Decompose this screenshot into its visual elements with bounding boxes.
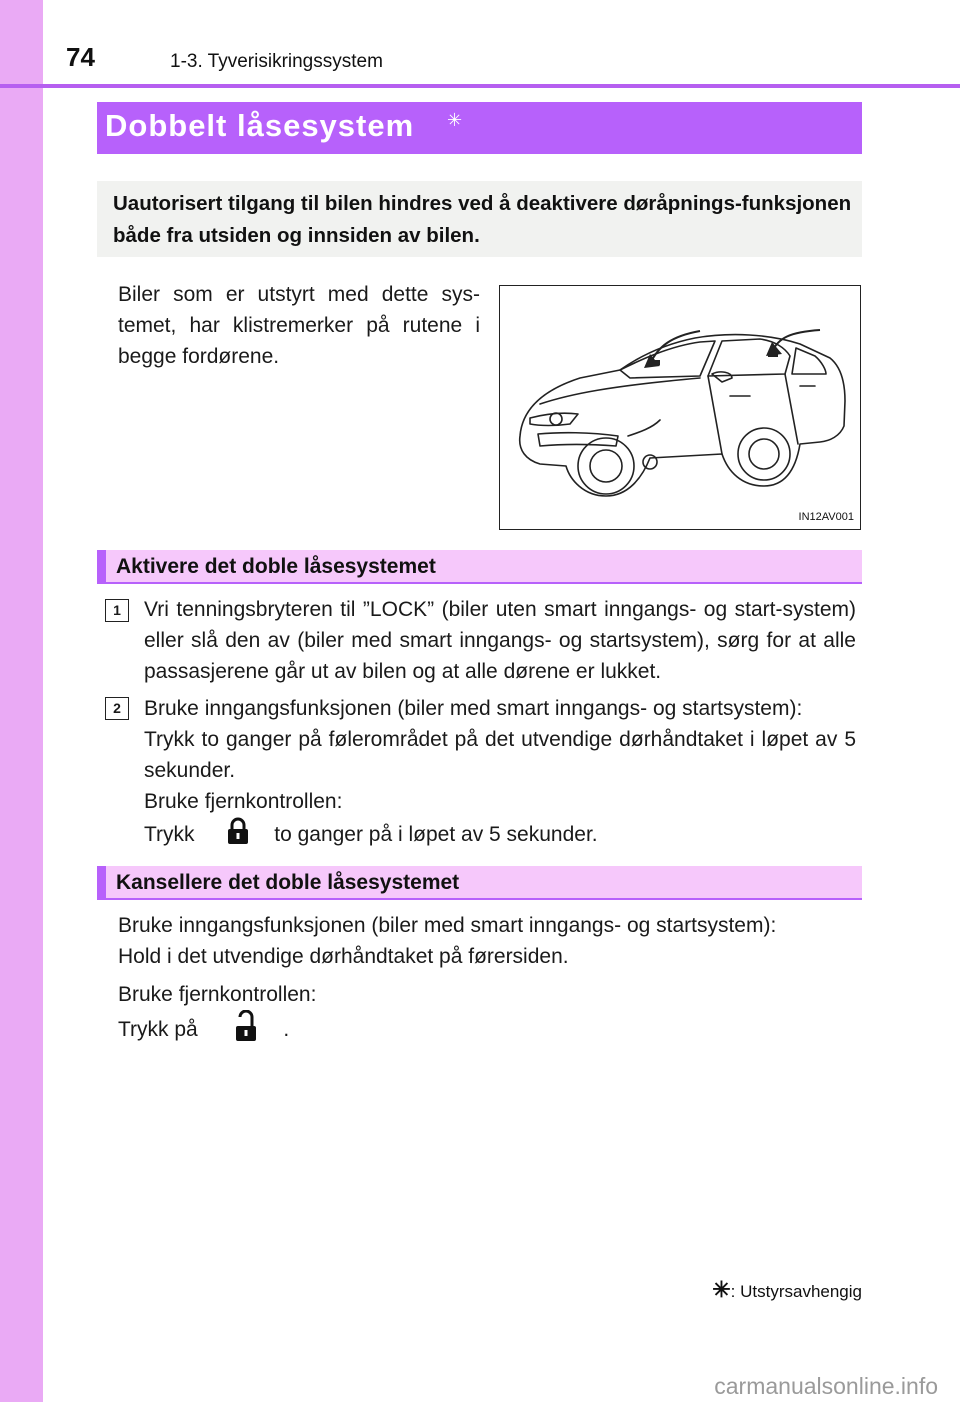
cancel-section-heading: Kansellere det doble låsesystemet [116, 871, 460, 894]
step-number-2: 2 [105, 697, 129, 720]
step-2-line-1: Bruke inngangsfunksjonen (biler med smart inngangs- og startsystem): [144, 697, 803, 720]
cancel-press-line [118, 1010, 858, 1051]
cancel-press-prefix: Trykk på [118, 1018, 198, 1042]
step-2-block [144, 693, 856, 854]
step-2-press-prefix: Trykk [144, 823, 195, 847]
step-1-text: Vri tenningsbryteren til ”LOCK” (biler uten smart inngangs- og start-system) eller slå den av (biler med smart inngangs- og startsystem), sørg for at alle passasjerene går ut av bilen og at alle dørene er lukket. [144, 598, 856, 683]
running-head: 1-3. Tyverisikringssystem [170, 51, 383, 72]
car-illustration [500, 286, 859, 528]
lock-icon [226, 817, 250, 854]
figure-code: IN12AV001 [798, 511, 854, 523]
cancel-section-heading-bar [97, 866, 862, 900]
activate-section-heading: Aktivere det doble låsesystemet [116, 555, 436, 578]
step-2-press-suffix: to ganger på i løpet av 5 sekunder. [274, 823, 598, 847]
step-2-press-line [144, 817, 856, 854]
cancel-line-3: Bruke fjernkontrollen: [118, 983, 317, 1006]
cancel-line-2: Hold i det utvendige dørhåndtaket på førersiden. [118, 945, 569, 968]
cancel-smart-entry-text [118, 910, 858, 972]
step-number-1: 1 [105, 599, 129, 622]
side-color-strip [0, 0, 43, 1402]
footnote [712, 1277, 862, 1303]
footnote-marker: ✳ [712, 1277, 731, 1302]
cancel-press-suffix: . [283, 1018, 290, 1042]
cancel-remote-text [118, 979, 858, 1051]
page-title-bar [97, 102, 862, 154]
cancel-line-1: Bruke inngangsfunksjonen (biler med smart inngangs- og startsystem): [118, 914, 777, 937]
footnote-text: : Utstyrsavhengig [730, 1282, 862, 1301]
page-number: 74 [66, 42, 95, 72]
page-title: Dobbelt låsesystem [105, 108, 415, 143]
summary-box [97, 181, 862, 257]
intro-paragraph: Biler som er utstyrt med dette sys-temet, har klistremerker på rutene i begge fordørene. [118, 283, 480, 368]
activate-section-heading-bar [97, 550, 862, 584]
watermark: carmanualsonline.info [714, 1373, 938, 1399]
summary-text: Uautorisert tilgang til bilen hindres ved å deaktivere døråpnings-funksjonen både fra utsiden og innsiden av bilen. [113, 192, 852, 247]
step-2-line-3: Bruke fjernkontrollen: [144, 790, 343, 813]
header-rule [0, 84, 960, 88]
car-illustration-figure [499, 285, 861, 530]
unlock-icon [234, 1010, 258, 1051]
step-2-line-2: Trykk to ganger på følerområdet på det utvendige dørhåndtaket i løpet av 5 sekunder. [144, 728, 856, 782]
optional-equipment-marker: ✳ [447, 110, 463, 130]
